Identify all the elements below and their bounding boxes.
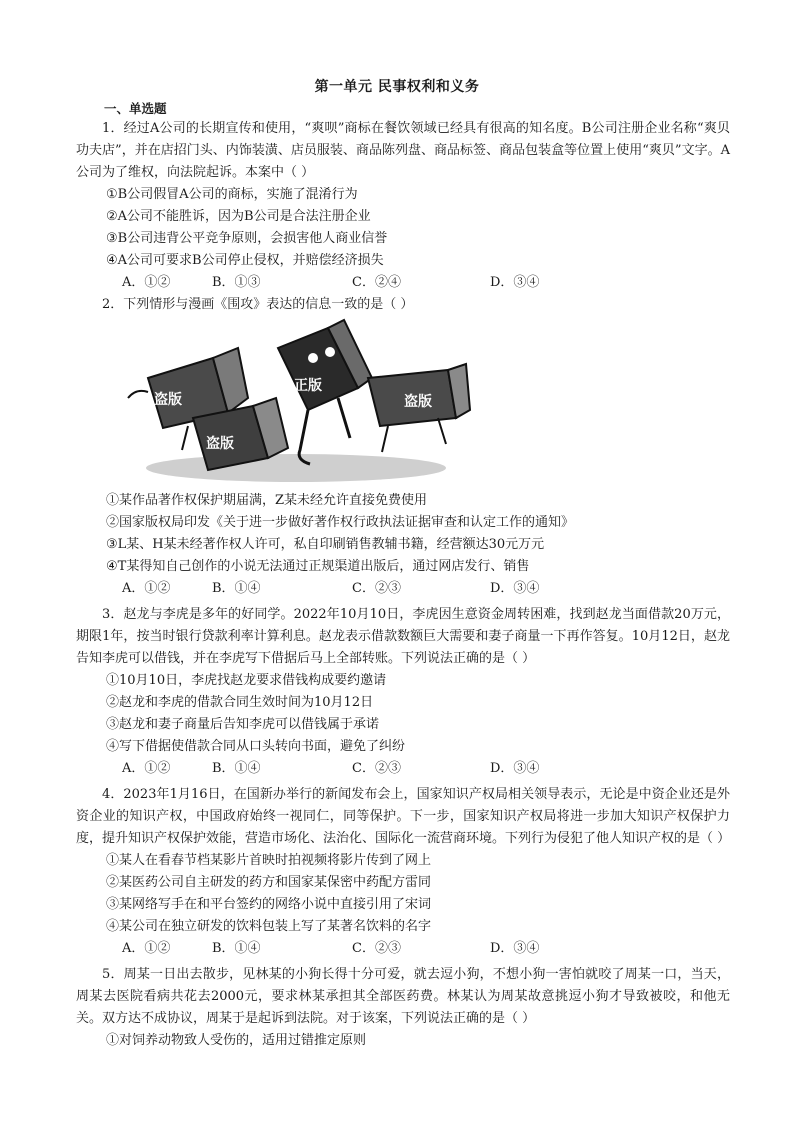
- option-item: ①对饲养动物致人受伤的，适用过错推定原则: [106, 1033, 367, 1048]
- answer-c: C．②③: [352, 941, 401, 956]
- comic-label: 盗版: [154, 392, 182, 408]
- comic-label: 正版: [294, 378, 322, 394]
- option-item: ③L某、H某未经著作权人许可，私自印刷销售教辅书籍，经营额达30元万元: [106, 537, 545, 552]
- question-1: [76, 118, 730, 316]
- option-item: ①某作品著作权保护期届满，Z某未经允许直接免费使用: [106, 493, 428, 508]
- genuine-book-center: [278, 320, 372, 464]
- option-item: ④T某得知自己创作的小说无法通过正规渠道出版后，通过网店发行、销售: [106, 559, 530, 574]
- question-stem: 5．周某一日出去散步，见林某的小狗长得十分可爱，就去逗小狗，不想小狗一害怕就咬了周某一口，当天，周某去医院看病共花去2000元，要求林某承担其全部医药费。林某认为周某故意挑逗小狗才导致被咬，和他无关。双方达不成协议，周某于是起诉到法院。对于该案，下列说法正确的是（ ）: [76, 967, 730, 1026]
- option-item: ②赵龙和李虎的借款合同生效时间为10月12日: [106, 695, 374, 710]
- question-stem: 3．赵龙与李虎是多年的好同学。2022年10月10日，李虎因生意资金周转困难，找到赵龙当面借款20万元，期限1年，按当时银行贷款利率计算利息。赵龙表示借款数额巨大需要和妻子商量一下再作答复。10月12日，赵龙告知李虎可以借钱，并在李虎写下借据后马上全部转账。下列说法正确的是（ ）: [76, 607, 730, 666]
- answer-d: D．③④: [490, 275, 540, 290]
- question-stem: 4．2023年1月16日，在国新办举行的新闻发布会上，国家知识产权局相关领导表示，无论是中资企业还是外资企业的知识产权，中国政府始终一视同仁，同等保护。下一步，国家知识产权局将进一步加大知识产权保护力度，提升知识产权保护效能，营造市场化、法治化、国际化一流营商环境。下列行为侵犯了他人知识产权的是（ ）: [76, 787, 731, 846]
- option-item: ①10月10日，李虎找赵龙要求借钱构成要约邀请: [106, 673, 387, 688]
- comic-label: 盗版: [404, 394, 432, 410]
- answer-d: D．③④: [490, 581, 540, 596]
- answer-c: C．②④: [352, 275, 401, 290]
- answer-d: D．③④: [490, 941, 540, 956]
- option-item: ③赵龙和妻子商量后告知李虎可以借钱属于承诺: [106, 717, 380, 732]
- option-item: ①B公司假冒A公司的商标，实施了混淆行为: [106, 187, 358, 202]
- option-list: [76, 850, 730, 938]
- answer-choices: [76, 578, 730, 600]
- page-title: 第一单元 民事权利和义务: [314, 79, 480, 95]
- answer-b: B．①④: [212, 761, 261, 776]
- question-2: [76, 490, 730, 1052]
- option-item: ②国家版权局印发《关于进一步做好著作权行政执法证据审查和认定工作的通知》: [106, 515, 575, 530]
- answer-b: B．①④: [212, 581, 261, 596]
- section-heading: 一、单选题: [104, 101, 167, 116]
- option-item: ③B公司违背公平竞争原则，会损害他人商业信誉: [106, 231, 388, 246]
- option-item: ④写下借据使借款合同从口头转向书面，避免了纠纷: [106, 739, 406, 754]
- option-list: [76, 1030, 730, 1052]
- option-item: ①某人在看春节档某影片首映时拍视频将影片传到了网上: [106, 853, 432, 868]
- answer-a: A．①②: [122, 275, 171, 290]
- option-item: ④某公司在独立研发的饮料包装上写了某著名饮料的名字: [106, 919, 432, 934]
- answer-a: A．①②: [122, 581, 171, 596]
- answer-choices: [76, 272, 730, 294]
- answer-c: C．②③: [352, 581, 401, 596]
- option-list: [76, 670, 730, 758]
- answer-a: A．①②: [122, 941, 171, 956]
- answer-choices: [76, 938, 730, 960]
- option-list: [76, 490, 730, 578]
- answer-b: B．①④: [212, 941, 261, 956]
- answer-choices: [76, 758, 730, 780]
- answer-c: C．②③: [352, 761, 401, 776]
- option-item: ②A公司不能胜诉，因为B公司是合法注册企业: [106, 209, 371, 224]
- question-stem: 1．经过A公司的长期宣传和使用，“爽呗”商标在餐饮领域已经具有很高的知名度。B公司注册企业名称“爽贝功夫店”，并在店招门头、内饰装潢、店员服装、商品陈列盘、商品标签、商品包装盒等位置上使用“爽贝”文字。A公司为了维权，向法院起诉。本案中（ ）: [76, 121, 730, 180]
- option-list: [76, 184, 730, 272]
- question-stem: 2．下列情形与漫画《围攻》表达的信息一致的是（ ）: [102, 297, 414, 312]
- option-item: ③某网络写手在和平台签约的网络小说中直接引用了宋词: [106, 897, 432, 912]
- option-item: ②某医药公司自主研发的药方和国家某保密中药配方雷同: [106, 875, 432, 890]
- comic-siege-illustration: [118, 318, 474, 488]
- pirated-book-right: [368, 364, 470, 452]
- answer-a: A．①②: [122, 761, 171, 776]
- answer-b: B．①③: [212, 275, 261, 290]
- option-item: ④A公司可要求B公司停止侵权，并赔偿经济损失: [106, 253, 384, 268]
- answer-d: D．③④: [490, 761, 540, 776]
- comic-label: 盗版: [206, 436, 234, 452]
- comic-ground-shadow: [146, 454, 446, 482]
